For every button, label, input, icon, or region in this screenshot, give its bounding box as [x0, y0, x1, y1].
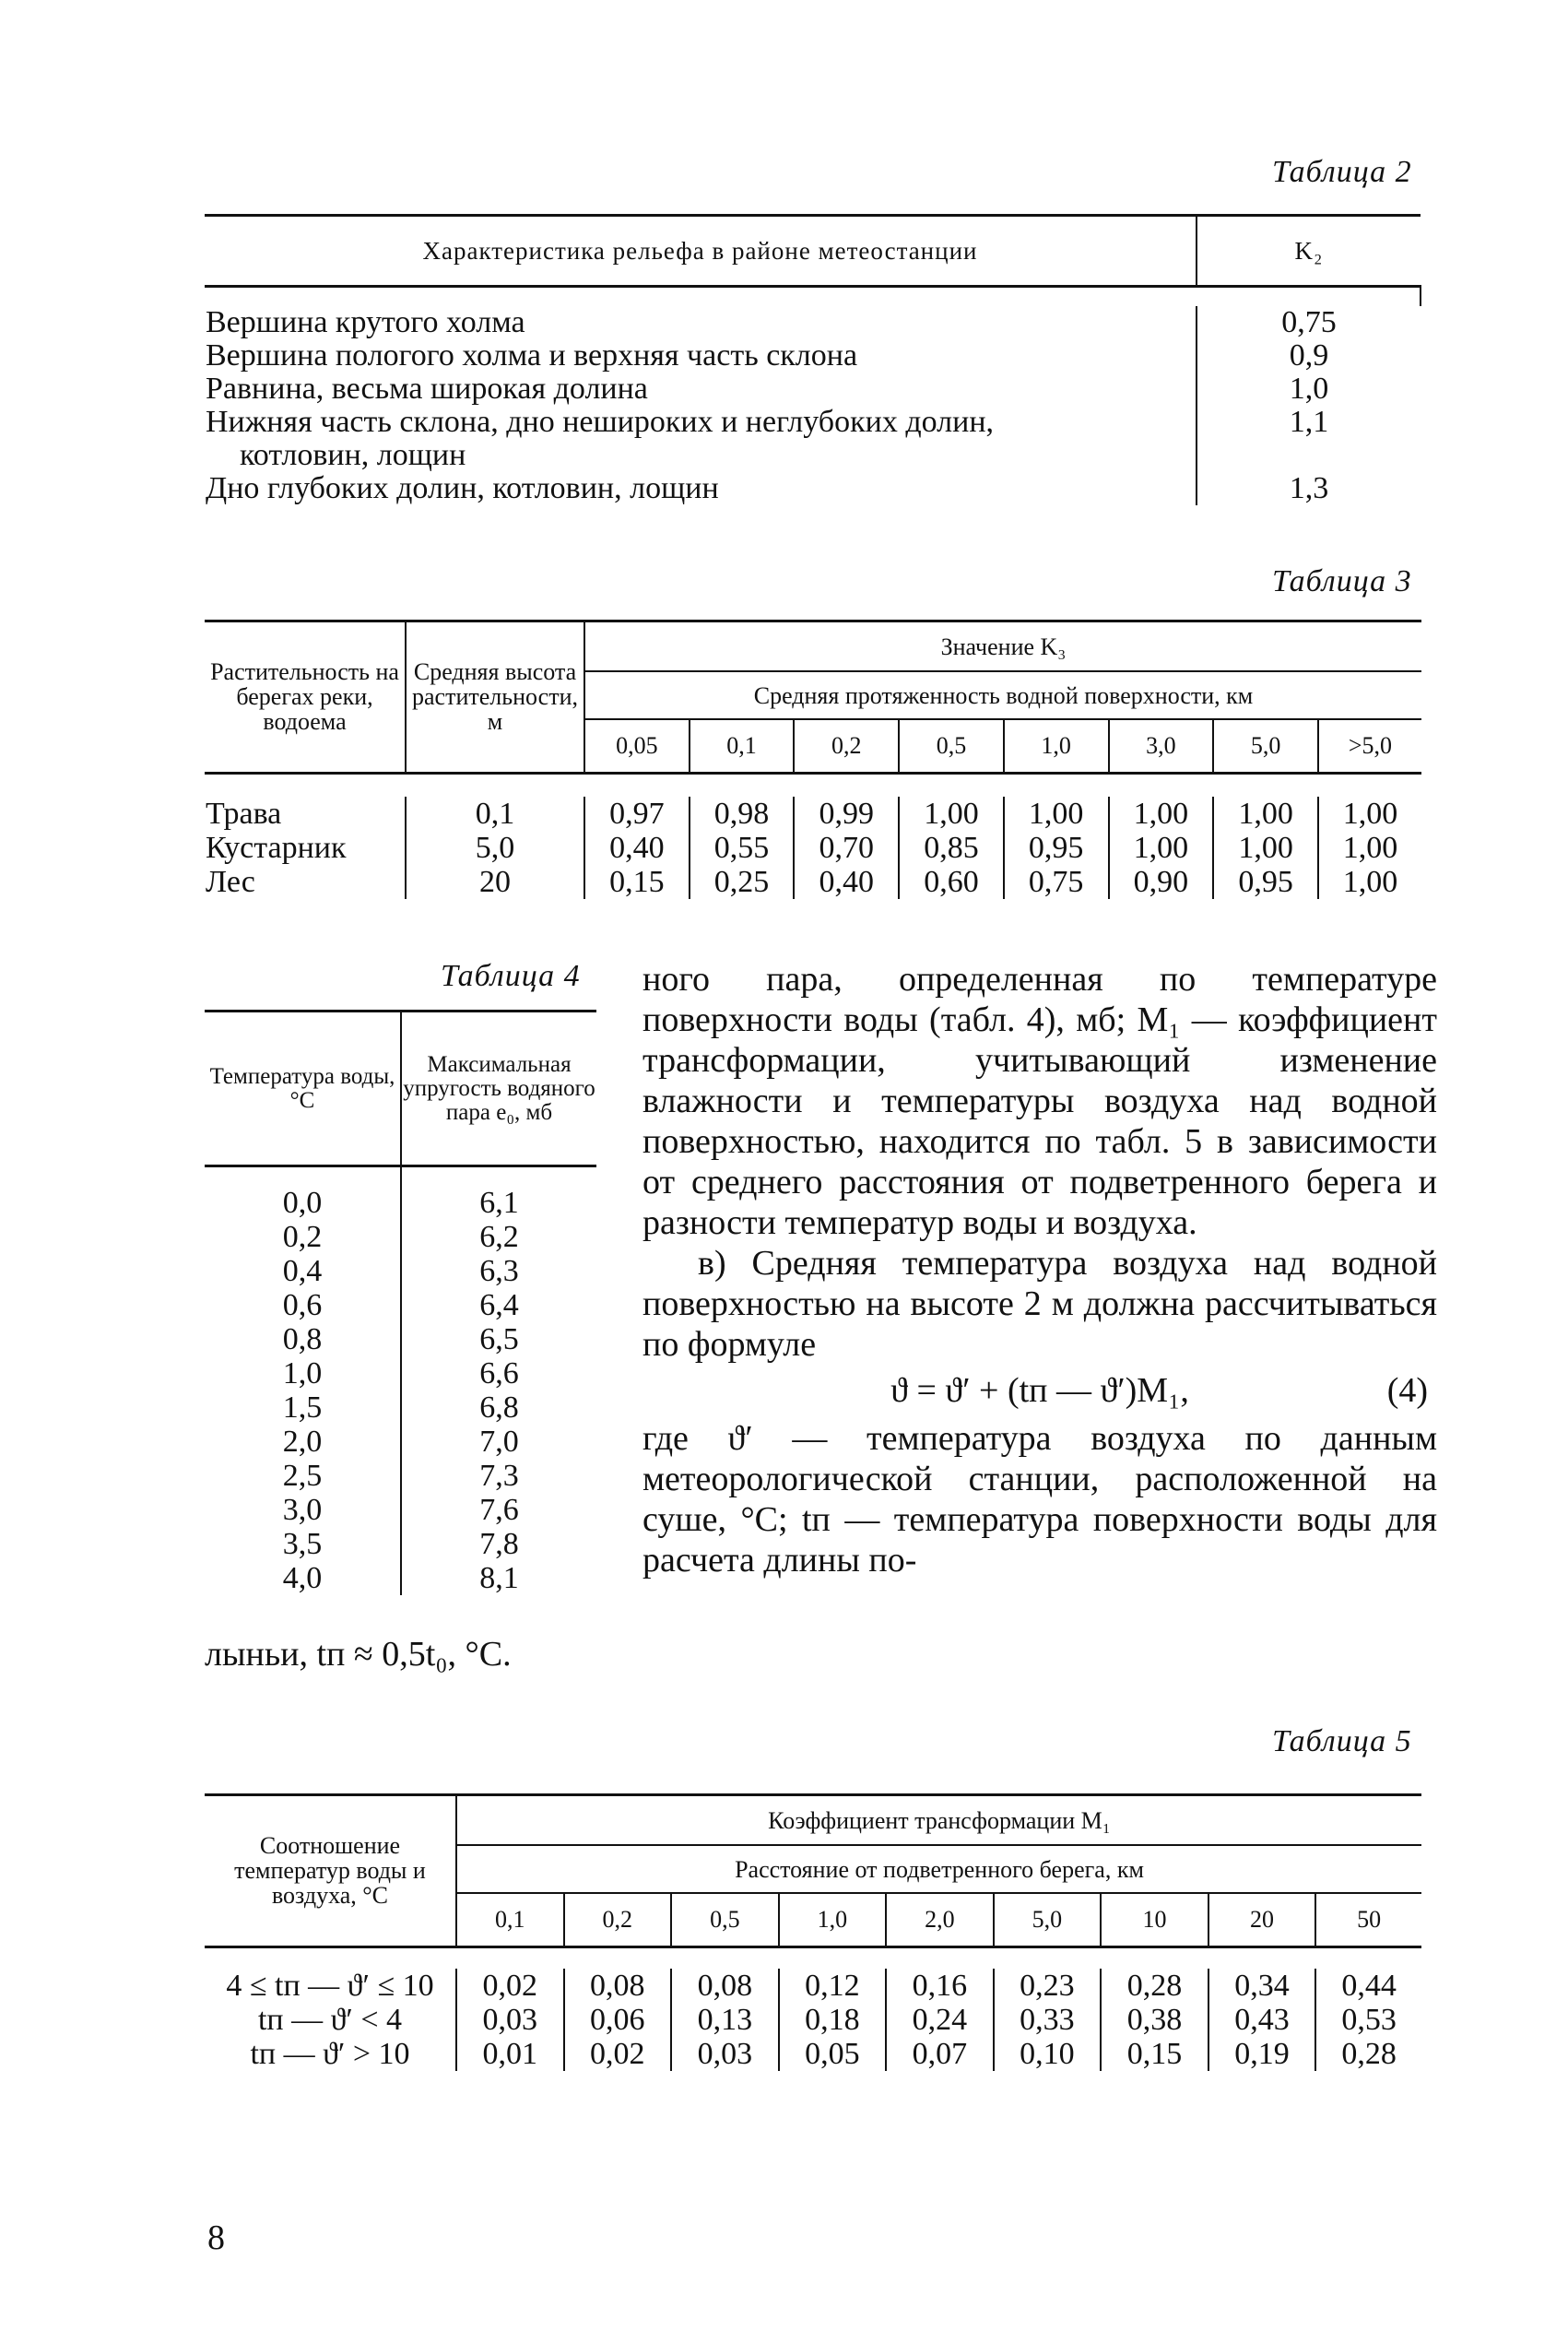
formula-number: (4) [1386, 1371, 1428, 1410]
table3: Растительность на берегах реки, водоема Средняя высота растительности, м Значение K₃ Средняя протяженность водной поверхности, км 0,05 0,1 0,2 0,5 1,0 3,0 5,0 >5,0 Трава 0,1 0,97 0,98 0,99 1,00 1,00 1,00 1,00 1,00 Кустарник 5,0 0,40 0,55 0,70 0,85 0,95 1,00 1,00 1,00 Лес 20 0,15 0,25 0,40 0,60 0,75 0,90 0,95 1,00 [205, 620, 1421, 899]
table-row: 2,5 7,3 [205, 1459, 596, 1493]
table3-header-group: Значение K₃ [584, 621, 1421, 672]
table-row: 0,6 6,4 [205, 1288, 596, 1322]
table-row: 2,0 7,0 [205, 1425, 596, 1459]
table3-header-col2: Средняя высота растительности, м [406, 621, 584, 774]
table-row: Равнина, весьма широкая долина 1,0 [206, 372, 1329, 406]
table4-header-col1: Температура воды, °С [205, 1012, 401, 1166]
table4-caption: Таблица 4 [441, 959, 581, 993]
formula-text: ϑ = ϑ′ + (tп — ϑ′)M₁, [890, 1371, 1189, 1410]
table-row: котловин, лощин [205, 439, 1421, 472]
table5-header-group: Коэффициент трансформации M₁ [456, 1795, 1421, 1846]
table-row: 0,4 6,3 [205, 1254, 596, 1288]
body-text [643, 959, 1437, 1580]
table3-header-subgroup: Средняя протяженность водной поверхности, км [584, 671, 1421, 719]
table3-caption: Таблица 3 [1272, 564, 1412, 598]
table-row: 4,0 8,1 [205, 1561, 596, 1595]
table-row: 3,5 7,8 [205, 1527, 596, 1561]
table3-header-col1: Растительность на берегах реки, водоема [205, 621, 406, 774]
table-row: Нижняя часть склона, дно нешироких и неглубоких долин, 1,1 [206, 405, 1329, 439]
paragraph-1: ного пара, определенная по температуре поверхности воды (табл. 4), мб; M₁ — коэффициент трансформации, учитывающий изменение влажности и температуры воздуха над водной поверхностью, находится по табл. 5 в зависимости от среднего расстояния от подветренного берега и разности температур воды и воздуха. [643, 960, 1437, 1242]
table-row: Трава 0,1 0,97 0,98 0,99 1,00 1,00 1,00 1,00 1,00 [206, 796, 1398, 831]
formula-4 [643, 1370, 1437, 1411]
table5-header-subgroup: Расстояние от подветренного берега, км [456, 1845, 1421, 1893]
paragraph-2: в) Средняя температура воздуха над водной поверхностью на высоте 2 м должна рассчитываться по формуле [643, 1244, 1437, 1364]
table2-header-col2: K₂ [1294, 236, 1324, 265]
table5-header-col1: Соотношение температур воды и воздуха, °С [205, 1795, 456, 1947]
table-row: 0,8 6,5 [205, 1322, 596, 1356]
table-row: tп — ϑ′ < 4 0,03 0,06 0,13 0,18 0,24 0,33 0,38 0,43 0,53 [205, 2003, 1421, 2037]
table2-header-col1: Характеристика рельефа в районе метеостанции [205, 216, 1197, 287]
table-row: 3,0 7,6 [205, 1493, 596, 1527]
table5: Соотношение температур воды и воздуха, °С Коэффициент трансформации M₁ Расстояние от подветренного берега, км 0,1 0,2 0,5 1,0 2,0 5,0 10 20 50 4 ≤ tп — ϑ′ ≤ 10 0,02 0,08 0,08 0,12 0,16 0,23 0,28 0,34 0,44 tп — ϑ′ < 4 0,03 0,06 0,13 0,18 0,24 0,33 0,38 0,43 0,53 tп — ϑ′ > 10 0,01 0,02 0,03 0,05 0,07 0,10 0,15 0,19 0,28 [205, 1793, 1421, 2071]
table-row: 1,0 6,6 [205, 1356, 596, 1390]
table-row: 4 ≤ tп — ϑ′ ≤ 10 0,02 0,08 0,08 0,12 0,16 0,23 0,28 0,34 0,44 [205, 1969, 1421, 2003]
table-row: Лес 20 0,15 0,25 0,40 0,60 0,75 0,90 0,95 1,00 [206, 864, 1398, 899]
table-row: 0,0 6,1 [205, 1186, 596, 1220]
table-row: tп — ϑ′ > 10 0,01 0,02 0,03 0,05 0,07 0,10 0,15 0,19 0,28 [205, 2037, 1421, 2071]
table-row: Вершина пологого холма и верхняя часть склона 0,9 [206, 338, 1329, 373]
table-row: Дно глубоких долин, котловин, лощин 1,3 [206, 471, 1329, 505]
table-row: Вершина крутого холма 0,75 [206, 305, 1337, 339]
paragraph-4: лыньи, tп ≈ 0,5t₀, °С. [205, 1635, 512, 1674]
table-row: Кустарник 5,0 0,40 0,55 0,70 0,85 0,95 1,00 1,00 1,00 [206, 830, 1398, 865]
page-number: 8 [207, 2219, 225, 2257]
table2-caption: Таблица 2 [1272, 155, 1412, 189]
table5-caption: Таблица 5 [1272, 1724, 1412, 1758]
table2 [205, 214, 1421, 505]
table-row: 0,2 6,2 [205, 1220, 596, 1254]
table4-header-col2: Максимальная упругость водяного пара e₀, мб [403, 1051, 595, 1125]
paragraph-3: где ϑ′ — температура воздуха по данным метеорологической станции, расположенной на суше, °С; tп — температура поверхности воды для расчета длины по- [643, 1419, 1437, 1580]
table4 [205, 1010, 596, 1595]
table-row: 1,5 6,8 [205, 1390, 596, 1425]
